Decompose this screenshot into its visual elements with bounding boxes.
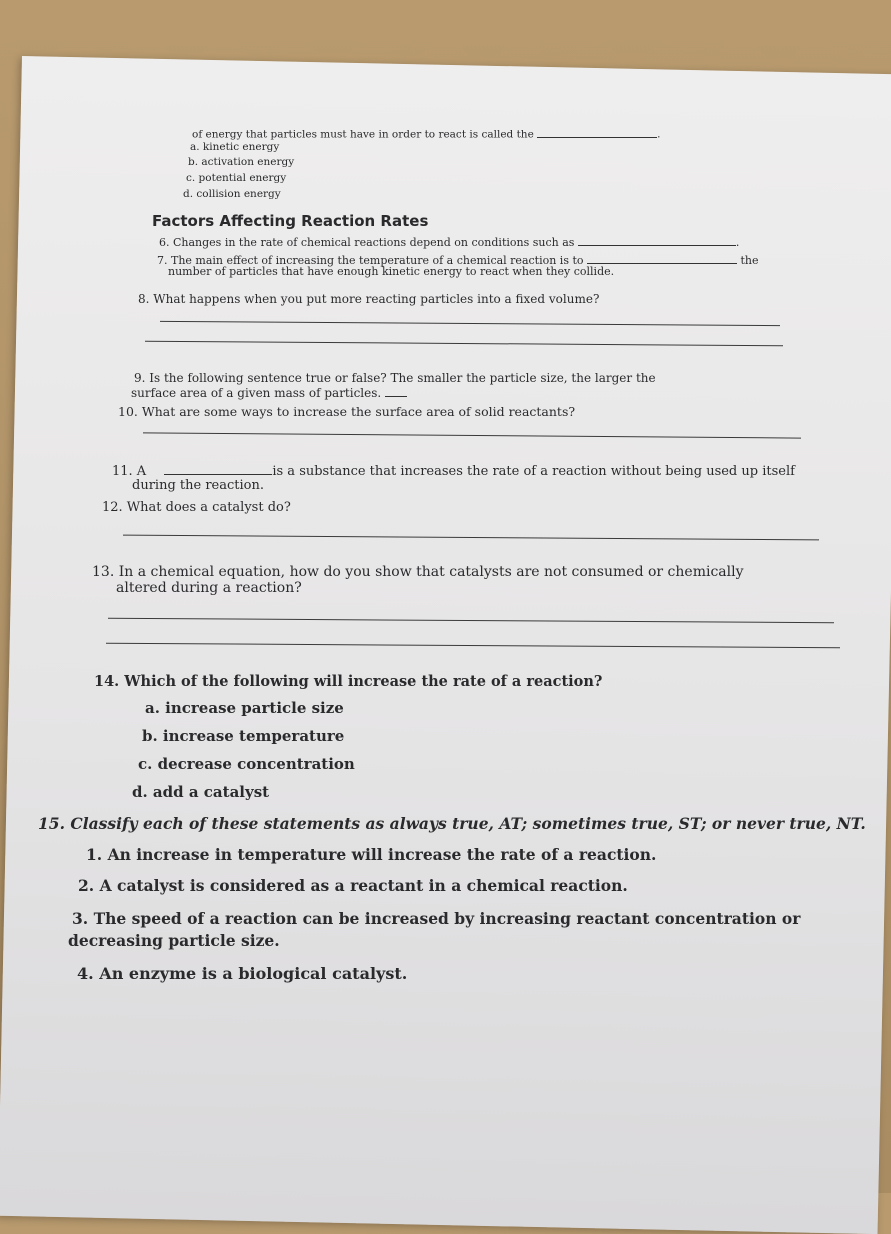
q10-text: 10. What are some ways to increase the surface area of solid reactants? [118, 404, 576, 419]
q5-option-b: b. activation energy [188, 156, 295, 168]
q14-option-d: d. add a catalyst [132, 783, 270, 801]
q9-line2-text: surface area of a given mass of particles. [131, 386, 382, 400]
q6-text-span: 6. Changes in the rate of chemical reactions depend on conditions such as [159, 236, 575, 249]
q6-text: 6. Changes in the rate of chemical reactions depend on conditions such as . [159, 236, 740, 249]
q5-stem-text: of energy that particles must have in order to react is called the [192, 128, 534, 141]
q5-option-a: a. kinetic energy [190, 141, 280, 153]
q5-stem: of energy that particles must have in order to react is called the . [192, 126, 660, 141]
q7-line2: number of particles that have enough kinetic energy to react when they collide. [168, 265, 615, 278]
q5-option-c: c. potential energy [186, 172, 287, 184]
q11-start: 11. A [112, 464, 147, 479]
q13-line1: 13. In a chemical equation, how do you show that catalysts are not consumed or chemically [92, 564, 744, 580]
q15-statement-3-line2: decreasing particle size. [68, 931, 280, 950]
q15-stem: 15. Classify each of these statements as always true, AT; sometimes true, ST; or never true, NT. [38, 814, 866, 833]
q14-stem: 14. Which of the following will increase the rate of a reaction? [94, 673, 603, 690]
q15-statement-3-line1: 3. The speed of a reaction can be increased by increasing reactant concentration or [72, 909, 801, 928]
q11-line1 [112, 461, 795, 479]
q5-answer-blank[interactable] [537, 126, 657, 138]
q9-line1: 9. Is the following sentence true or false? The smaller the particle size, the larger the [134, 371, 656, 385]
q14-option-b: b. increase temperature [142, 727, 345, 745]
q14-option-a: a. increase particle size [145, 699, 344, 717]
q11-line2: during the reaction. [132, 478, 264, 493]
q15-statement-1: 1. An increase in temperature will increase the rate of a reaction. [86, 845, 657, 864]
q15-statement-4: 4. An enzyme is a biological catalyst. [77, 964, 408, 983]
q9-answer-blank[interactable] [385, 384, 407, 397]
q8-text: 8. What happens when you put more reacting particles into a fixed volume? [138, 292, 600, 306]
q13-line2: altered during a reaction? [116, 580, 302, 596]
q9-line2 [131, 384, 407, 400]
q7-answer-blank[interactable] [587, 252, 737, 264]
q7-tail: the [740, 254, 759, 267]
q15-statement-2: 2. A catalyst is considered as a reactant in a chemical reaction. [78, 876, 628, 895]
q5-option-d: d. collision energy [183, 188, 281, 200]
q6-answer-blank[interactable] [578, 234, 736, 246]
section-title: Factors Affecting Reaction Rates [152, 212, 429, 230]
q7-line1-text: 7. The main effect of increasing the temperature of a chemical reaction is to [157, 254, 584, 267]
q12-text: 12. What does a catalyst do? [102, 500, 291, 515]
q11-rest: is a substance that increases the rate of a reaction without being used up itself [272, 464, 795, 479]
q11-answer-blank[interactable] [164, 461, 272, 475]
q14-option-c: c. decrease concentration [138, 755, 355, 773]
